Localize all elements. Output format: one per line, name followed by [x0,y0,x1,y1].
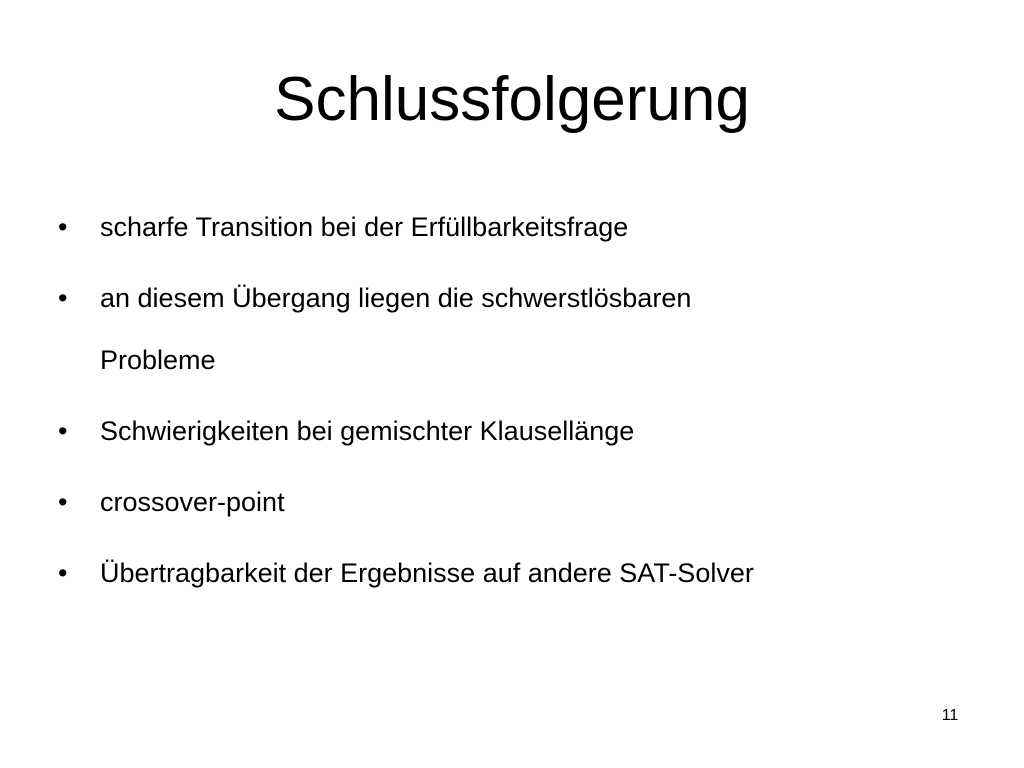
list-item [58,267,978,391]
bullet-text-continuation: Probleme [100,345,216,375]
bullet-icon: • [58,416,68,446]
page-number: 11 [941,707,959,724]
bullet-text: scharfe Transition bei der Erfüllbarkeitsfrage [100,212,629,242]
bullet-text: Schwierigkeiten bei gemischter Klausellänge [100,416,635,446]
bullet-text [100,267,978,391]
bullet-icon: • [58,558,68,588]
bullet-list [58,196,978,613]
bullet-text: Übertragbarkeit der Ergebnisse auf andere SAT-Solver [100,558,754,588]
bullet-icon: • [58,487,68,517]
bullet-icon: • [58,212,68,242]
list-item [58,196,978,258]
list-item [58,400,978,462]
bullet-text-line: an diesem Übergang liegen die schwerstlösbaren [100,283,692,313]
list-item [58,471,978,533]
slide-title: Schlussfolgerung [274,65,750,134]
bullet-text: crossover-point [100,487,285,517]
bullet-icon: • [58,283,68,313]
list-item [58,542,978,604]
